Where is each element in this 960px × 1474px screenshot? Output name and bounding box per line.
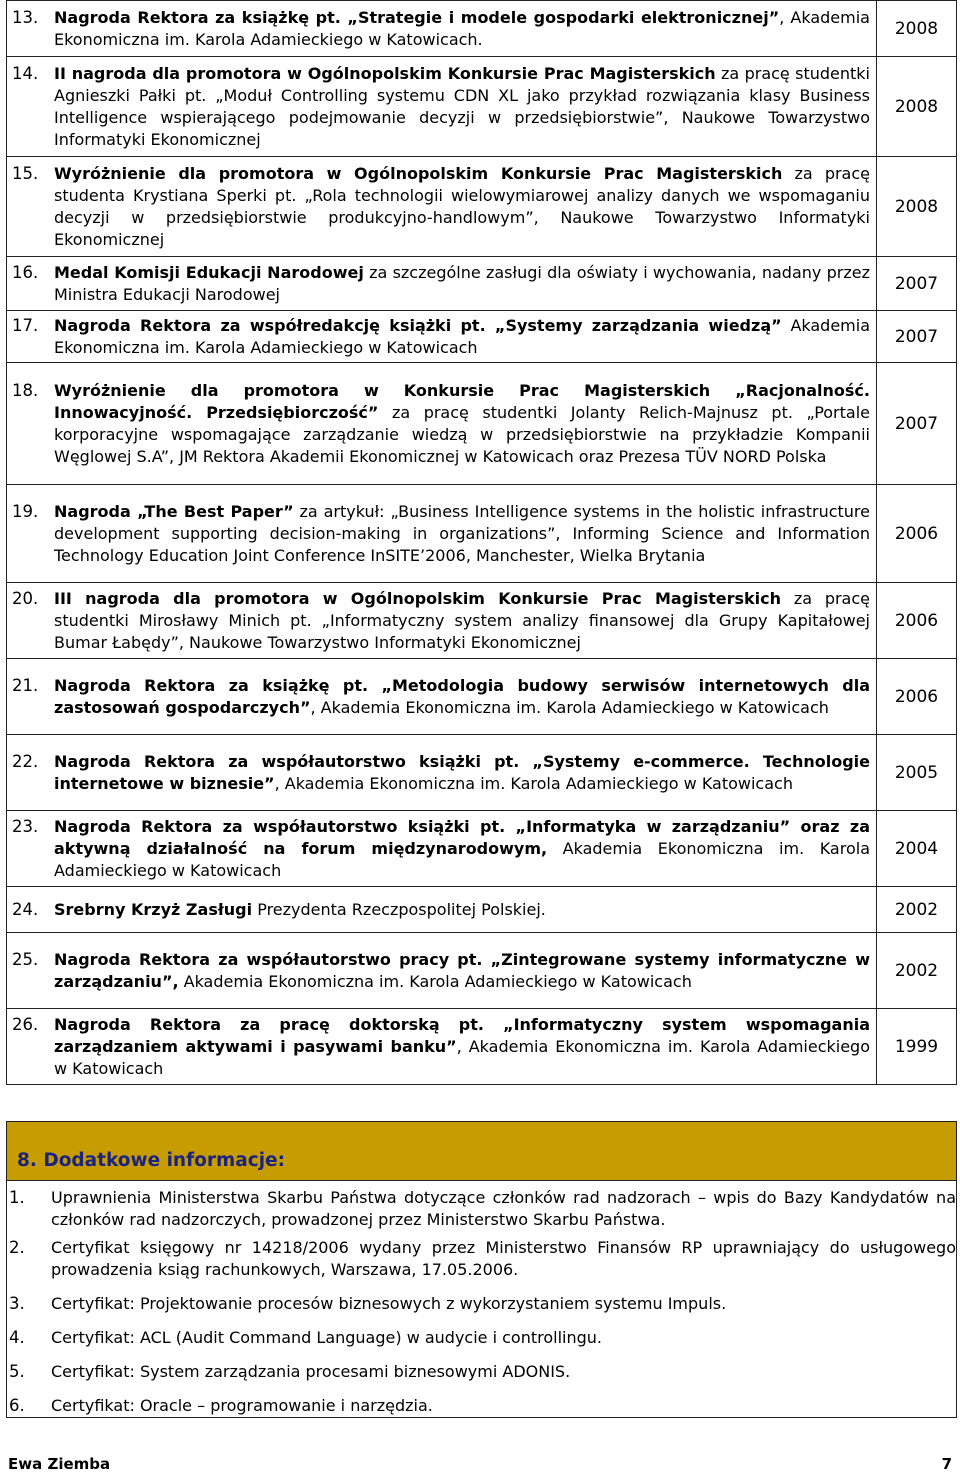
award-year: 1999 [877,1009,957,1085]
page-number: 7 [941,1455,952,1473]
award-number: 23. [12,816,39,836]
award-cell [7,1009,877,1085]
award-row [7,1,957,57]
award-row [7,363,957,485]
award-details: za szczególne zasługi dla oświaty i wychowania, nadany przez Ministra Edukacji Narodowej [54,262,871,304]
award-year: 2007 [877,311,957,363]
award-description [54,262,870,306]
award-number: 13. [12,7,39,27]
award-number: 14. [12,63,39,83]
award-title: Nagroda Rektora za współautorstwo książki pt. „Systemy e-commerce. Technologie internetowe w biznesie” [54,751,870,793]
award-description [54,899,870,921]
info-number: 5. [9,1362,25,1381]
award-year: 2008 [877,157,957,257]
award-cell [7,1,877,57]
info-text: Uprawnienia Ministerstwa Skarbu Państwa dotyczące członków rad nadzorach – wpis do Bazy Kandydatów na członków rad nadzorczych, prowadzonej przez Ministerstwo Skarbu Państwa. [51,1188,956,1229]
award-cell [7,735,877,811]
award-year: 2004 [877,811,957,887]
award-cell [7,257,877,311]
award-year: 2006 [877,659,957,735]
award-number: 21. [12,675,39,695]
award-row [7,583,957,659]
award-title: Wyróżnienie dla promotora w Ogólnopolskim Konkursie Prac Magisterskich [54,163,783,183]
award-cell [7,659,877,735]
award-row [7,887,957,933]
award-description [54,163,870,251]
award-year: 2008 [877,1,957,57]
award-cell [7,485,877,583]
info-number: 3. [9,1294,25,1313]
info-item [7,1187,956,1231]
award-details: , Akademia Ekonomiczna im. Karola Adamieckiego w Katowicach. [54,7,870,49]
awards-table [6,0,957,1085]
award-year: 2007 [877,257,957,311]
award-description [54,63,870,151]
info-text: Certyfikat: System zarządzania procesami biznesowymi ADONIS. [51,1362,571,1381]
award-year: 2005 [877,735,957,811]
award-details: Akademia Ekonomiczna im. Karola Adamieckiego w Katowicach [54,838,870,880]
award-cell [7,583,877,659]
info-number: 4. [9,1328,25,1347]
award-title: Srebrny Krzyż Zasługi [54,899,253,919]
award-row [7,1009,957,1085]
award-description [54,7,870,51]
award-number: 25. [12,949,39,969]
info-item [7,1237,956,1281]
award-number: 22. [12,751,39,771]
award-number: 26. [12,1014,39,1034]
info-item [7,1395,956,1417]
award-title: Nagroda Rektora za książkę pt. „Metodologia budowy serwisów internetowych dla zastosowań gospodarczych” [54,675,870,717]
award-cell [7,157,877,257]
award-title: Nagroda Rektora za współredakcję książki pt. „Systemy zarządzania wiedzą” [54,315,782,335]
award-cell [7,363,877,485]
info-number: 2. [9,1238,25,1257]
info-number: 6. [9,1396,25,1415]
award-row [7,311,957,363]
award-title: Wyróżnienie dla promotora w Konkursie Prac Magisterskich „Racjonalność. Innowacyjność. Przedsiębiorczość” [54,380,870,422]
section-title: 8. Dodatkowe informacje: [17,1149,285,1171]
award-description [54,816,870,882]
award-details: Prezydenta Rzeczpospolitej Polskiej. [252,899,546,919]
additional-info-section [6,1121,957,1418]
award-details: za pracę studentki Agnieszki Pałki pt. „Moduł Controlling systemu CDN XL jako przykład rozwiązania klasy Business Intelligence wspierającego podejmowanie decyzji w przedsiębiorstwie”, Naukowe Towarzystwo Informatyki Ekonomicznej [54,63,870,149]
award-description [54,949,870,993]
award-row [7,659,957,735]
award-number: 24. [12,899,39,919]
award-title: Medal Komisji Edukacji Narodowej [54,262,364,282]
award-year: 2006 [877,485,957,583]
award-cell [7,933,877,1009]
award-description [54,501,870,567]
award-title: III nagroda dla promotora w Ogólnopolskim Konkursie Prac Magisterskich [54,588,782,608]
info-item [7,1293,956,1315]
footer-author: Ewa Ziemba [8,1455,111,1473]
info-item [7,1327,956,1349]
award-title: Nagroda Rektora za współautorstwo pracy pt. „Zintegrowane systemy informatyczne w zarządzaniu”, [54,949,870,991]
award-details: za pracę studenta Krystiana Sperki pt. „Rola technologii wielowymiarowej analizy danych we wspomaganiu decyzji w przedsiębiorstwie produkcyjno-handlowym”, Naukowe Towarzystwo Informatyki Ekonomicznej [54,163,870,249]
award-details: Akademia Ekonomiczna im. Karola Adamieckiego w Katowicach [54,315,871,357]
info-text: Certyfikat: ACL (Audit Command Language) w audycie i controllingu. [51,1328,603,1347]
award-details: za artykuł: „Business Intelligence systems in the holistic infrastructure development supporting decision-making in organizations”, Informing Science and Information Technology Education Joint Conference InSITE’2006, Manchester, Wielka Brytania [54,501,870,565]
award-description [54,588,870,654]
award-number: 17. [12,315,39,335]
info-text: Certyfikat: Projektowanie procesów biznesowych z wykorzystaniem systemu Impuls. [51,1294,727,1313]
award-number: 19. [12,501,39,521]
info-text: Certyfikat księgowy nr 14218/2006 wydany przez Ministerstwo Finansów RP uprawniający do usługowego prowadzenia ksiąg rachunkowych, Warszawa, 17.05.2006. [51,1238,956,1279]
award-year: 2008 [877,57,957,157]
award-year: 2002 [877,887,957,933]
award-title: Nagroda Rektora za pracę doktorską pt. „Informatyczny system wspomagania zarządzaniem aktywami i pasywami banku” [54,1014,870,1056]
award-details: , Akademia Ekonomiczna im. Karola Adamieckiego w Katowicach [310,697,829,717]
award-title: Nagroda „The Best Paper” [54,501,294,521]
award-details: Akademia Ekonomiczna im. Karola Adamieckiego w Katowicach [178,971,692,991]
award-title: II nagroda dla promotora w Ogólnopolskim Konkursie Prac Magisterskich [54,63,716,83]
award-number: 16. [12,262,39,282]
award-description [54,315,870,359]
awards-body [7,1,957,1085]
award-row [7,485,957,583]
award-details: , Akademia Ekonomiczna im. Karola Adamieckiego w Katowicach [54,1036,870,1078]
award-row [7,933,957,1009]
award-row [7,157,957,257]
info-number: 1. [9,1188,25,1207]
award-cell [7,311,877,363]
award-number: 15. [12,163,39,183]
award-description [54,1014,870,1080]
award-year: 2006 [877,583,957,659]
section-header [7,1122,957,1181]
info-text: Certyfikat: Oracle – programowanie i narzędzia. [51,1396,433,1415]
award-row [7,811,957,887]
award-title: Nagroda Rektora za książkę pt. „Strategie i modele gospodarki elektronicznej” [54,7,780,27]
award-description [54,675,870,719]
award-year: 2002 [877,933,957,1009]
additional-info-list [7,1181,957,1418]
award-cell [7,887,877,933]
award-row [7,257,957,311]
award-title: Nagroda Rektora za współautorstwo książki pt. „Informatyka w zarządzaniu” oraz za aktywną działalność na forum międzynarodowym, [54,816,870,858]
award-year: 2007 [877,363,957,485]
award-description [54,751,870,795]
award-description [54,380,870,468]
award-cell [7,57,877,157]
award-details: , Akademia Ekonomiczna im. Karola Adamieckiego w Katowicach [274,773,793,793]
award-details: za pracę studentki Jolanty Relich-Majnusz pt. „Portale korporacyjne wspomagające zarządzanie wiedzą w przedsiębiorstwie na przykładzie Kompanii Węglowej S.A”, JM Rektora Akademii Ekonomicznej w Katowicach oraz Prezesa TÜV NORD Polska [54,402,870,466]
award-number: 20. [12,588,39,608]
award-row [7,735,957,811]
award-row [7,57,957,157]
award-details: za pracę studentki Mirosławy Minich pt. „Informatyczny system analizy finansowej dla Grupy Kapitałowej Bumar Łabędy”, Naukowe Towarzystwo Informatyki Ekonomicznej [54,588,870,652]
award-cell [7,811,877,887]
info-item [7,1361,956,1383]
award-number: 18. [12,380,39,400]
